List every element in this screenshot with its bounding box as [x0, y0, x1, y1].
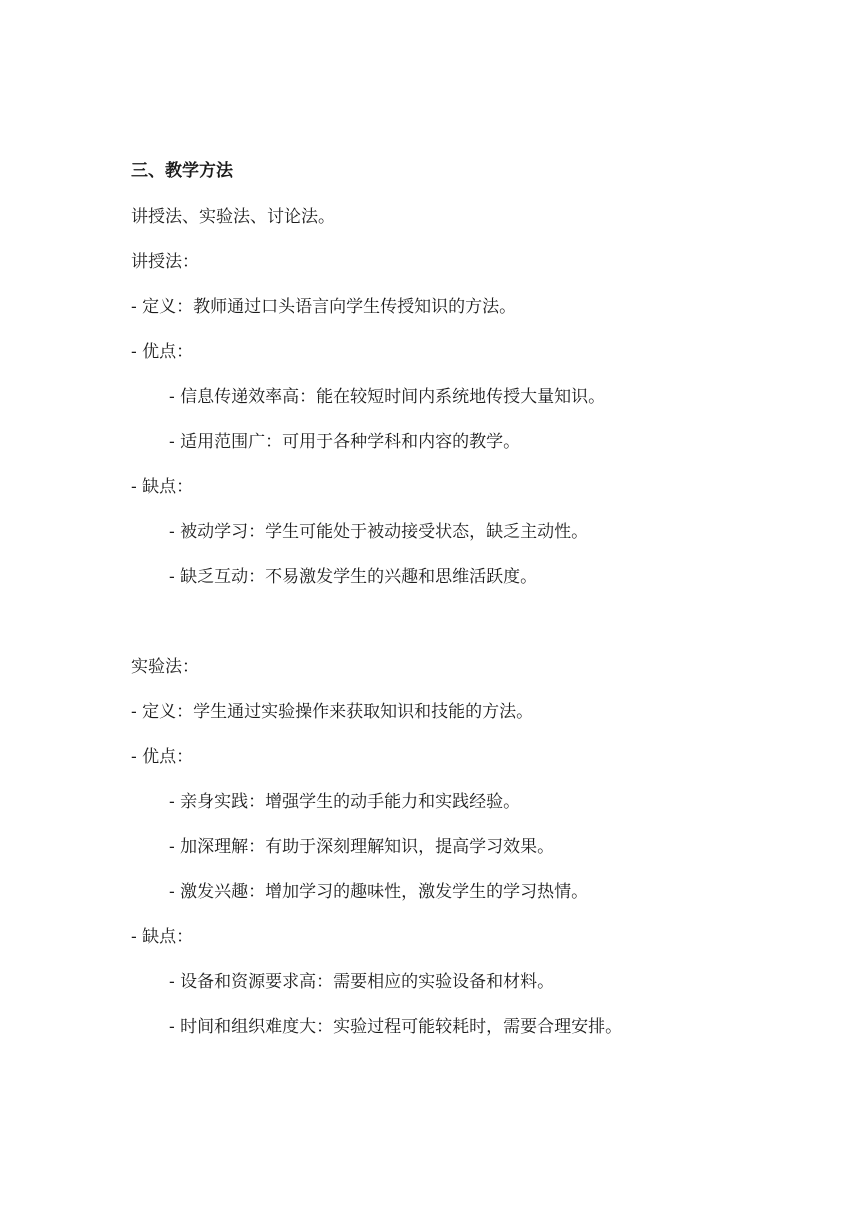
experiment-con-item: - 设备和资源要求高：需要相应的实验设备和材料。 — [169, 972, 555, 992]
methods-summary: 讲授法、实验法、讨论法。 — [131, 207, 335, 227]
experiment-pro-item: - 亲身实践：增强学生的动手能力和实践经验。 — [169, 792, 521, 812]
lecture-pros-label: - 优点： — [131, 342, 194, 362]
lecture-pro-item: - 适用范围广：可用于各种学科和内容的教学。 — [169, 432, 521, 452]
experiment-cons-label: - 缺点： — [131, 927, 194, 947]
lecture-pro-item: - 信息传递效率高：能在较短时间内系统地传授大量知识。 — [169, 387, 606, 407]
experiment-pros-label: - 优点： — [131, 747, 194, 767]
lecture-cons-label: - 缺点： — [131, 477, 194, 497]
experiment-pro-item: - 激发兴趣：增加学习的趣味性，激发学生的学习热情。 — [169, 882, 589, 902]
lecture-con-item: - 被动学习：学生可能处于被动接受状态，缺乏主动性。 — [169, 522, 589, 542]
lecture-title: 讲授法： — [131, 252, 199, 272]
lecture-definition: - 定义：教师通过口头语言向学生传授知识的方法。 — [131, 297, 517, 317]
experiment-pro-item: - 加深理解：有助于深刻理解知识，提高学习效果。 — [169, 837, 555, 857]
experiment-con-item: - 时间和组织难度大：实验过程可能较耗时，需要合理安排。 — [169, 1017, 623, 1037]
section-heading: 三、教学方法 — [131, 161, 233, 181]
experiment-title: 实验法： — [131, 657, 199, 677]
lecture-con-item: - 缺乏互动：不易激发学生的兴趣和思维活跃度。 — [169, 567, 538, 587]
experiment-definition: - 定义：学生通过实验操作来获取知识和技能的方法。 — [131, 702, 534, 722]
